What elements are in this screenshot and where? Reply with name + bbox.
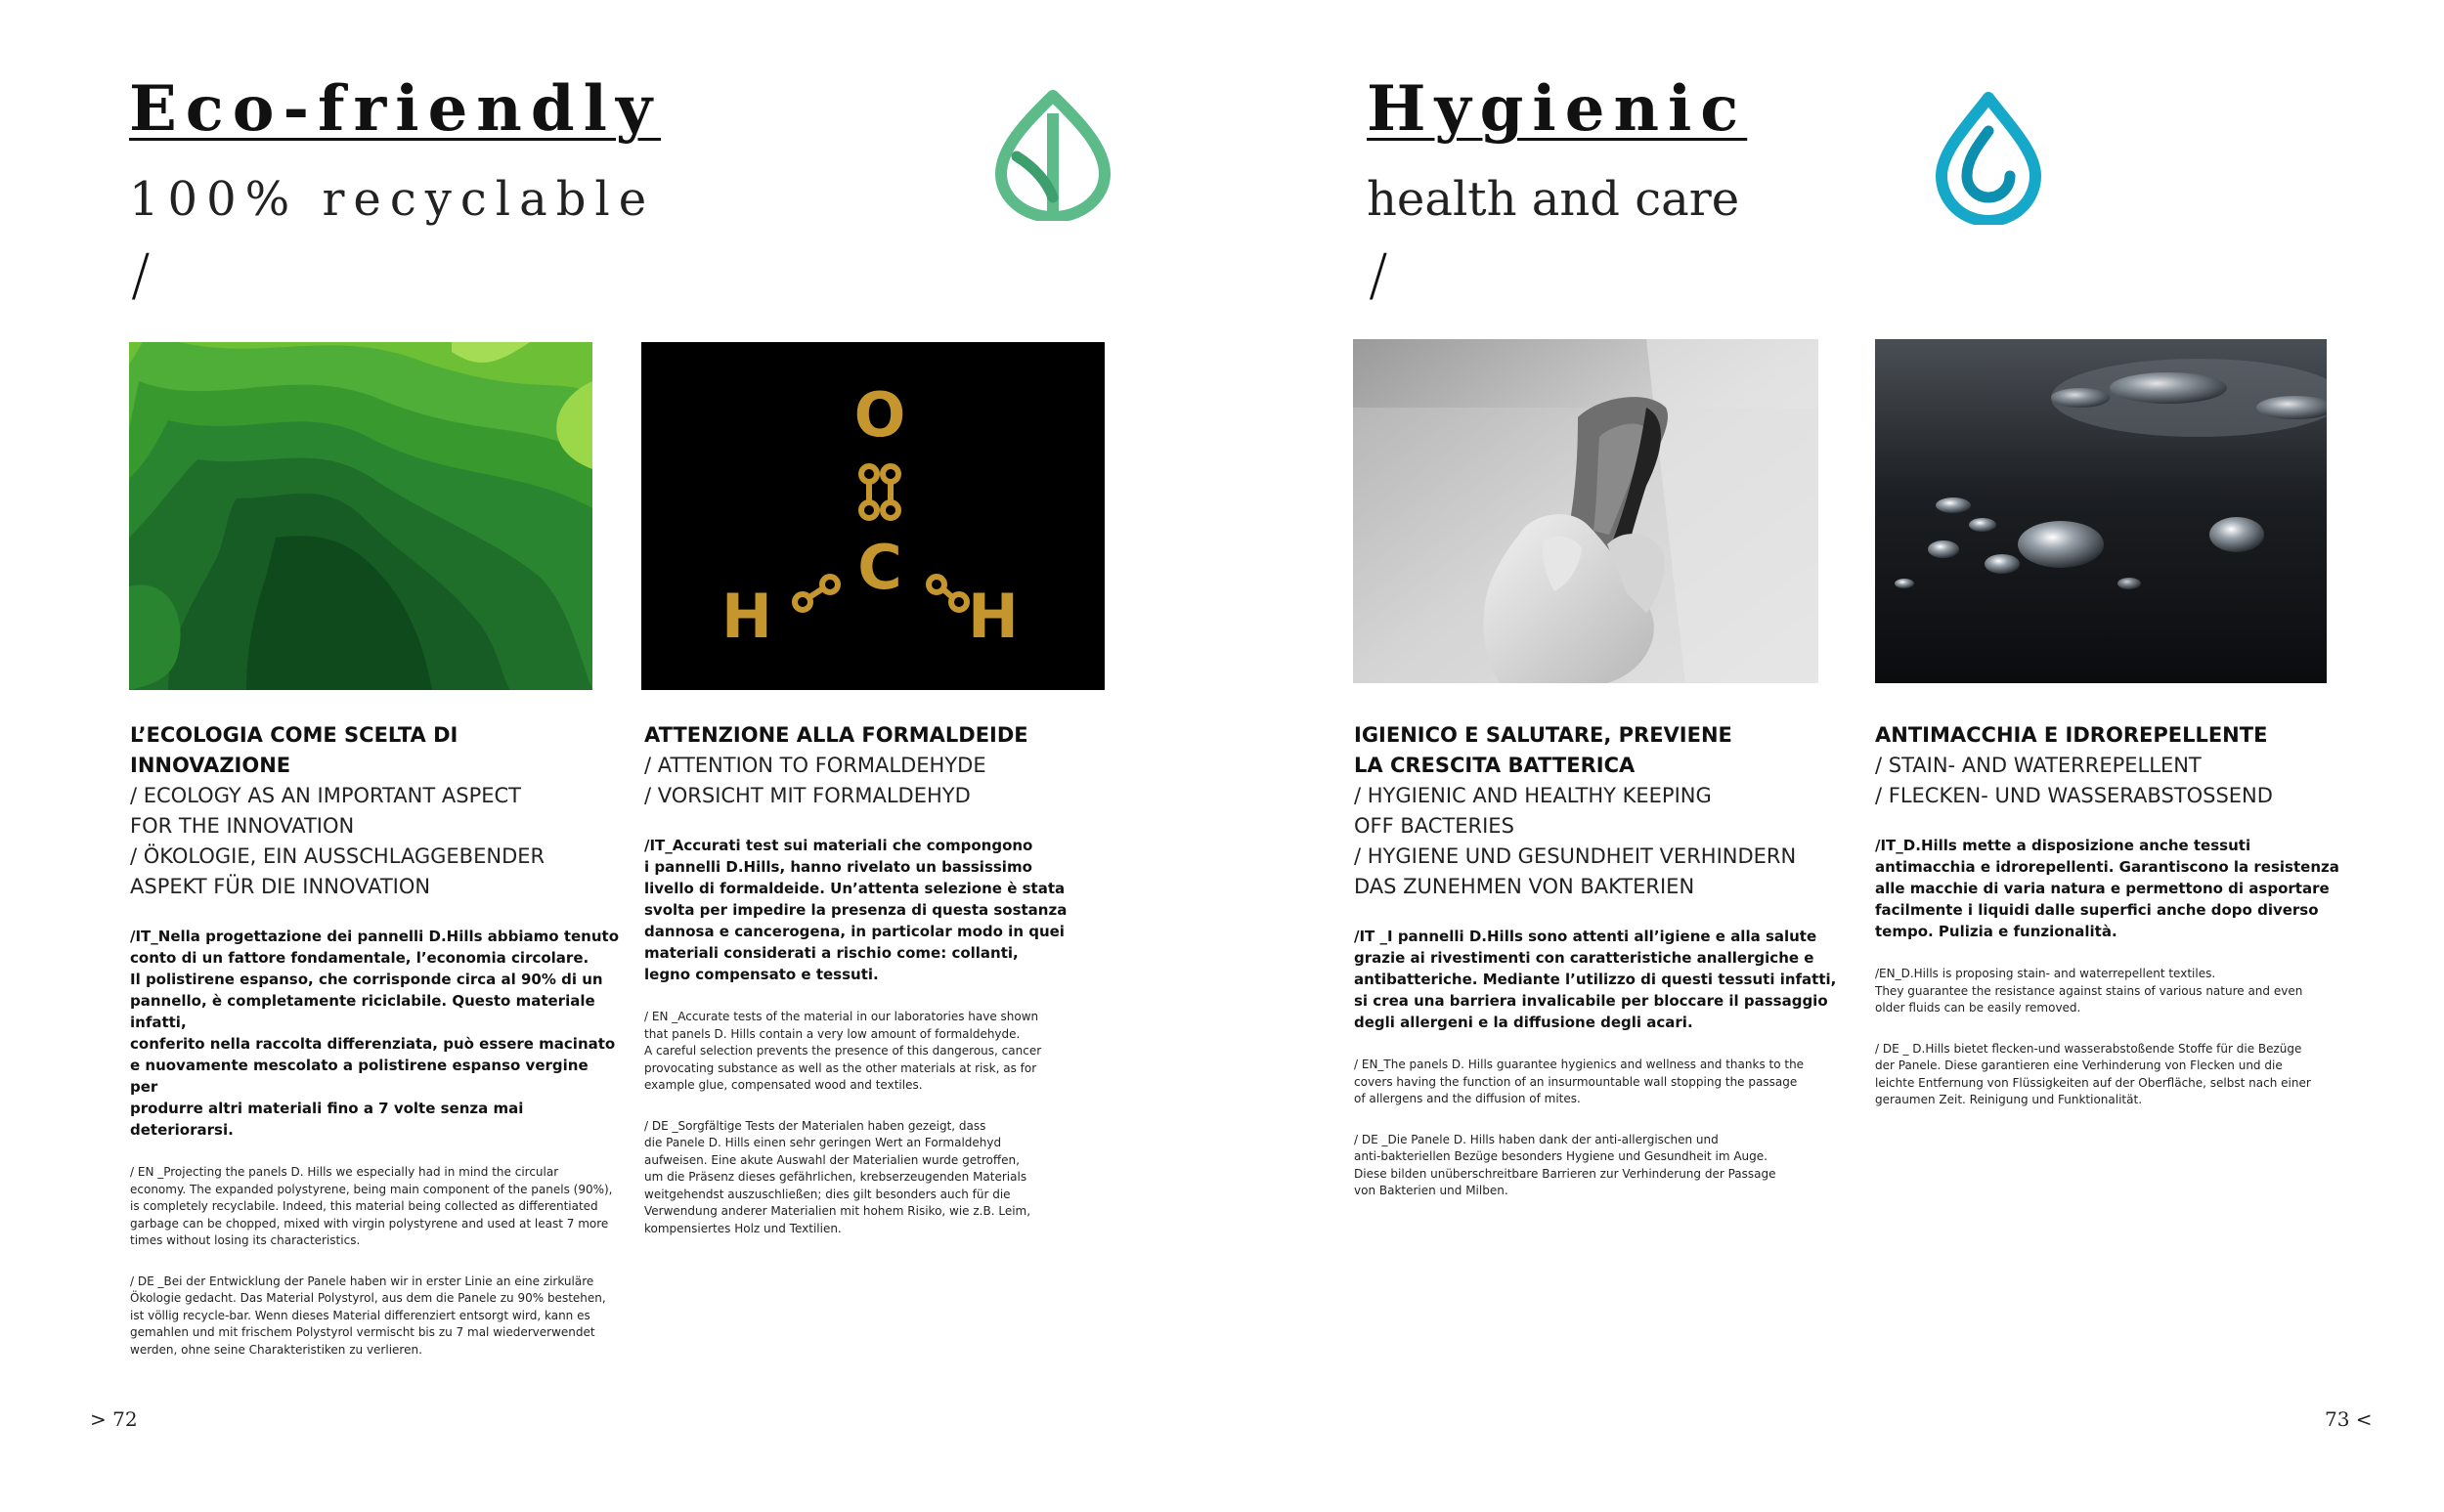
formaldehyde-german-text: / DE _Sorgfältige Tests der Materialen haben gezeigt, dass die Panele D. Hills einen sehr geringen Wert an Formaldehyd aufweisen. Eine akute Auswahl der Materialien wurde getroffen, um die Präsenz dieses gefährlichen, krebserzeugenden Materials weitgehendst auszuschließen; dies gilt besonders auch für die Verwendung anderer Materialien mit hohem Risiko, wie z.B. Leim, kompensiertes Holz und Textilien.: [644, 1118, 1031, 1235]
stain-repellent-italian-text: /IT_D.Hills mette a disposizione anche tessuti antimacchia e idrorepellenti. Garantiscono la resistenza alle macchie di varia natura e permettono di asportare facilmente i liquidi dalle superfici anche dopo diverso tempo. Pulizia e funzionalità.: [1875, 837, 2339, 940]
hygiene-english-text: / EN_The panels D. Hills guarantee hygienics and wellness and thanks to the covers having the function of an insurmountable wall stopping the passage of allergens and the diffusion of mites.: [1354, 1058, 1805, 1105]
stain-repellent-column: [1875, 720, 2364, 1109]
molecule-c-label: C: [857, 532, 902, 603]
hygiene-heading: IGIENICO E SALUTARE, PREVIENE LA CRESCITA BATTERICA: [1354, 723, 1732, 777]
molecule-o-label: O: [853, 379, 906, 451]
hygiene-column: [1354, 720, 1853, 1200]
hygienic-subtitle: health and care: [1367, 172, 1740, 227]
ecology-heading: L’ECOLOGIA COME SCELTA DI INNOVAZIONE: [130, 723, 458, 777]
formaldehyde-english-text: / EN _Accurate tests of the material in our laboratories have shown that panels D. Hills contain a very low amount of formaldehyde. A careful selection prevents the presence of this dangerous, cancer provocating substance as well as the other materials at risk, as for example glue, compensated wood and textiles.: [644, 1010, 1042, 1092]
page-number-left: > 72: [90, 1407, 138, 1431]
hygienic-slash: /: [1369, 241, 1388, 308]
stain-repellent-heading: ANTIMACCHIA E IDROREPELLENTE: [1875, 723, 2268, 747]
hygiene-italian-text: /IT _I pannelli D.Hills sono attenti all’igiene e alla salute grazie ai rivestimenti con caratteristiche anallergiche e antibatteriche. Mediante l’utilizzo di questi tessuti infatti, si crea una barriera invalicabile per bloccare il passaggio degli allergeni e la diffusione degli acari.: [1354, 928, 1837, 1031]
leaf-icon: [995, 90, 1111, 221]
eco-green-paper-image: [129, 342, 592, 690]
water-droplets-fabric-image: [1875, 339, 2327, 683]
eco-friendly-title: Eco-friendly: [129, 72, 662, 146]
ecology-german-text: / DE _Bei der Entwicklung der Panele haben wir in erster Linie an eine zirkuläre Ökologie gedacht. Das Material Polystyrol, aus dem die Panele zu 90% bestehen, ist völlig recycle-bar. Wenn dieses Material differenziert entsorgt wird, kann es gemahlen und mit frischem Polystyrol vermischt bis zu 7 mal wiederverwendet werden, ohne seine Charakteristiken zu verlieren.: [130, 1274, 606, 1357]
ecology-column: [130, 720, 619, 1359]
molecule-h-right-label: H: [968, 581, 1019, 652]
eco-friendly-subtitle: 100% recyclable: [129, 172, 656, 227]
ecology-italian-text: /IT_Nella progettazione dei pannelli D.Hills abbiamo tenuto conto di un fattore fondamentale, l’economia circolare. Il polistirene espanso, che corrisponde circa al 90% di un pannello, è completamente riciclabile. Questo materiale infatti, conferito nella raccolta differenziata, può essere macinato e nuovamente mescolato a polistirene espanso vergine per produrre altri materiali fino a 7 volte senza mai deteriorarsi.: [130, 928, 619, 1139]
formaldehyde-translations: / ATTENTION TO FORMALDEHYDE / VORSICHT MIT FORMALDEHYD: [644, 754, 986, 807]
eco-slash: /: [131, 241, 151, 308]
hygiene-german-text: / DE _Die Panele D. Hills haben dank der anti-allergischen und anti-bakteriellen Bezüge besonders Hygiene und Gesundheit im Auge. Diese bilden unüberschreitbare Barrieren zur Verhinderung der Passage von Bakterien und Milben.: [1354, 1132, 1776, 1197]
stain-repellent-english-text: /EN_D.Hills is proposing stain- and waterrepellent textiles. They guarantee the resistance against stains of various nature and even older fluids can be easily removed.: [1875, 967, 2303, 1015]
page-number-right: 73 <: [2325, 1407, 2373, 1431]
formaldehyde-italian-text: /IT_Accurati test sui materiali che compongono i pannelli D.Hills, hanno rivelato un bassissimo livello di formaldeide. Un’attenta selezione è stata svolta per impedire la presenza di questa sostanza dannosa e cancerogena, in particolar modo in quei materiali considerati a rischio come: collanti, legno compensato e tessuti.: [644, 837, 1068, 983]
stain-repellent-translations: / STAIN- AND WATERREPELLENT / FLECKEN- UND WASSERABSTOSSEND: [1875, 754, 2273, 807]
molecule-h-left-label: H: [721, 581, 772, 652]
water-drop-icon: [1934, 92, 2043, 225]
hygienic-title: Hygienic: [1367, 72, 1748, 146]
hygiene-translations: / HYGIENIC AND HEALTHY KEEPING OFF BACTERIES / HYGIENE UND GESUNDHEIT VERHINDERN DAS ZUNEHMEN VON BAKTERIEN: [1354, 784, 1797, 898]
formaldehyde-column: [644, 720, 1133, 1237]
formaldehyde-heading: ATTENZIONE ALLA FORMALDEIDE: [644, 723, 1028, 747]
ecology-english-text: / EN _Projecting the panels D. Hills we especially had in mind the circular economy. The expanded polystyrene, being main component of the panels (90%), is completely recyclabile. Indeed, this material being collected as differentiated garbage can be chopped, mixed with virgin polystyrene and used at least 7 more times without losing its characteristics.: [130, 1165, 613, 1247]
ecology-translations: / ECOLOGY AS AN IMPORTANT ASPECT FOR THE INNOVATION / ÖKOLOGIE, EIN AUSSCHLAGGEBENDER ASPEKT FÜR DIE INNOVATION: [130, 784, 546, 898]
hand-holding-foam-image: [1353, 339, 1818, 683]
formaldehyde-molecule-image: [641, 342, 1105, 690]
stain-repellent-german-text: / DE _ D.Hills bietet flecken-und wasserabstoßende Stoffe für die Bezüge der Panele. Diese garantieren eine Verhinderung von Flecken und die leichte Entfernung von Flüssigkeiten auf der Oberfläche, selbst nach einer geraumen Zeit. Reinigung und Funktionalität.: [1875, 1041, 2311, 1106]
